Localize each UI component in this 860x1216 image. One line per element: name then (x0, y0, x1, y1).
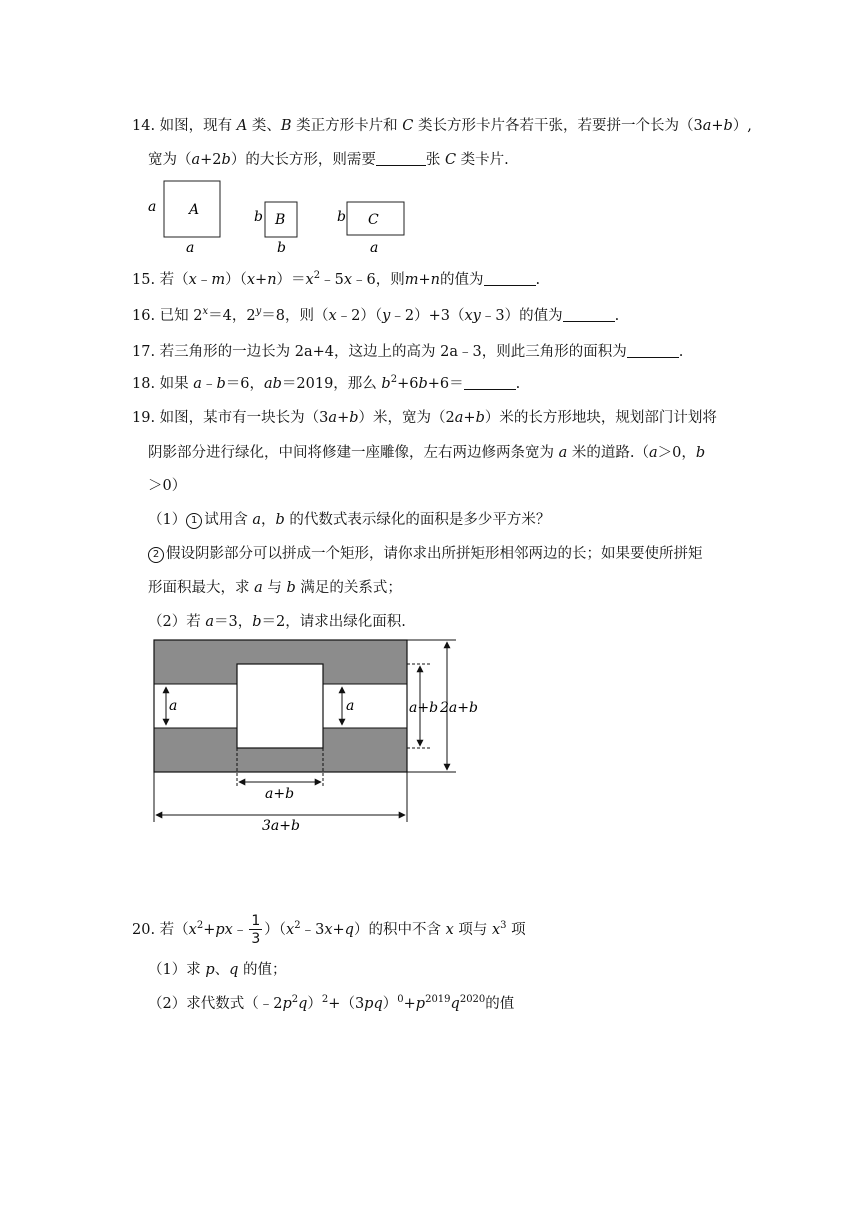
q14-cards-figure (140, 176, 420, 256)
svg-text:b: b (277, 240, 286, 256)
svg-text:a: a (169, 698, 178, 714)
svg-text:a+b: a+b (409, 700, 439, 716)
q14-line1: 14. 如图，现有 A 类、B 类正方形卡片和 C 类长方形卡片各若干张，若要拼一个长为（3a+b）, (132, 118, 752, 134)
answer-blank[interactable] (563, 307, 615, 322)
svg-text:a: a (148, 199, 157, 215)
svg-text:a+b: a+b (265, 786, 295, 802)
q19-p3: 形面积最大，求 a 与 b 满足的关系式； (148, 580, 402, 596)
answer-blank[interactable] (376, 151, 426, 166)
svg-text:b: b (254, 209, 263, 225)
q19-p1: （1） 1 试用含 a，b 的代数式表示绿化的面积是多少平方米？ (148, 512, 551, 528)
svg-text:2a+b: 2a+b (440, 700, 478, 716)
card-c (337, 202, 404, 256)
svg-text:b: b (337, 209, 346, 225)
q19-p2: 2 假设阴影部分可以拼成一个矩形，请你求出所拼矩形相邻两边的长；如果要使所拼矩 (148, 542, 703, 563)
answer-blank[interactable] (484, 271, 536, 286)
q20-p2: （2）求代数式$(﹣2p^2q)^2+(3pq)^0+p^{2019}q^{2020}$的值 (148, 994, 515, 1012)
svg-text:a: a (346, 698, 355, 714)
svg-text:a: a (370, 240, 379, 256)
fraction-one-third: $\frac{1}{3}$ (251, 913, 261, 947)
q17: 17. 若三角形的一边长为 2a+4，这边上的高为 2a﹣3，则此三角形的面积为 . (132, 344, 684, 360)
svg-text:a: a (186, 240, 195, 256)
q19-line3: ＞0） (148, 478, 187, 494)
q20-p1: （1）求 p、q 的值； (148, 962, 287, 978)
svg-text:A: A (189, 202, 200, 218)
svg-text:B: B (275, 212, 286, 228)
q19-line2: 阴影部分进行绿化，中间将修建一座雕像，左右两边修两条宽为 a 米的道路.（a＞0，b (148, 445, 706, 461)
q14-line2: 宽为（a+2b）的大长方形，则需要 张 C 类卡片. (148, 152, 509, 168)
q20-line1: 20. 若（$x^2+px﹣$ $\frac{1}{3}$ ）$(x^2﹣3x+q)$的积中不含 x 项与 $x^3$ 项 (132, 913, 526, 947)
q16: 16. 已知 $2^x=4$，$2^y=8$，则（x﹣2）（y﹣2）+3（xy﹣3）的值为 . (132, 306, 620, 324)
answer-blank[interactable] (464, 375, 516, 390)
q18: 18. 如果 a﹣b＝6，ab＝2019，那么 $b^2+6b+6=$ . (132, 374, 521, 392)
card-b (254, 202, 297, 256)
q19-land-figure (140, 632, 500, 832)
svg-text:3a+b: 3a+b (262, 818, 300, 832)
card-a (148, 181, 220, 256)
svg-text:C: C (368, 212, 379, 228)
q15: 15. 若$(x﹣m)(x+n)=x^2﹣5x﹣6$，则m+n的值为 . (132, 270, 541, 288)
q19-p4: （2）若 a＝3，b＝2，请求出绿化面积. (148, 614, 406, 630)
q19-line1: 19. 如图，某市有一块长为（3a+b）米，宽为（2a+b）米的长方形地块，规划部门计划将 (132, 410, 717, 426)
answer-blank[interactable] (627, 343, 679, 358)
